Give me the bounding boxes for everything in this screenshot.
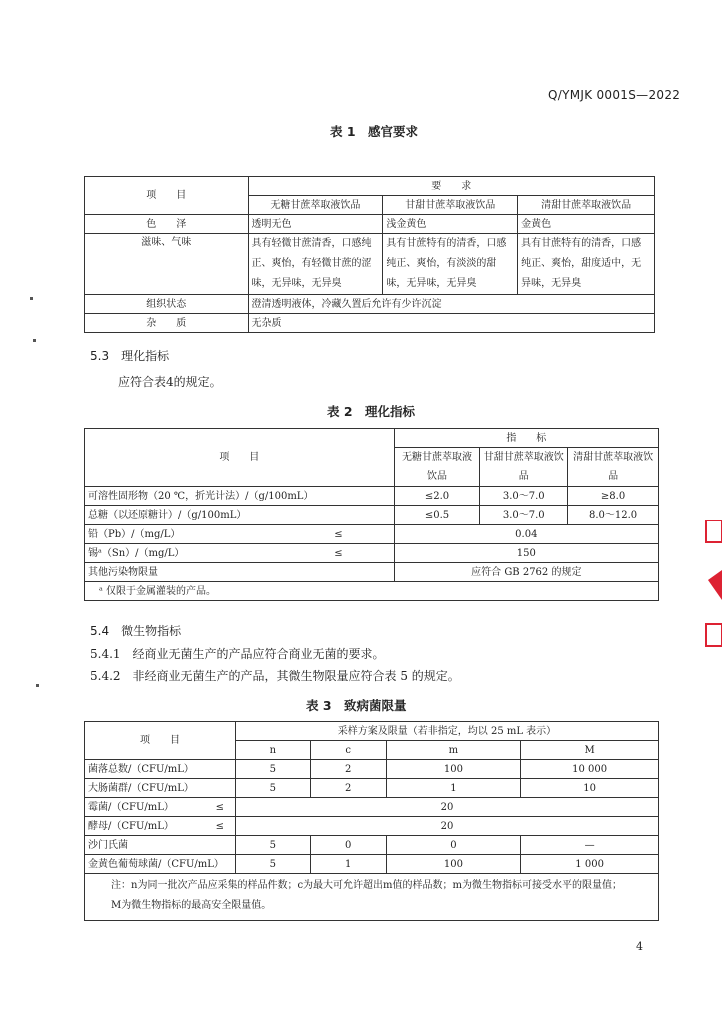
t1-item: 色 泽	[85, 215, 249, 234]
t3-cell: 5	[235, 836, 310, 855]
section-5-4-1: 5.4.1 经商业无菌生产的产品应符合商业无菌的要求。	[90, 647, 385, 661]
section-5-3-text: 应符合表4的规定。	[118, 375, 222, 389]
t2-header-col: 清甜甘蔗萃取液饮品	[568, 448, 659, 487]
t2-cell: ≤2.0	[394, 487, 480, 506]
page-number: 4	[636, 940, 643, 953]
table-row	[85, 582, 659, 601]
t3-cell: 2	[310, 760, 386, 779]
t3-header-item: 项 目	[85, 722, 236, 760]
t2-item: 锡ᵃ（Sn）/（mg/L） ≤	[85, 544, 395, 563]
t2-header-item: 项 目	[85, 429, 395, 487]
t1-header-req: 要 求	[248, 177, 654, 196]
t1-cell: 浅金黄色	[383, 215, 518, 234]
t2-footnote: ᵃ 仅限于金属灌装的产品。	[85, 582, 659, 601]
t1-cell: 澄清透明液体，冷藏久置后允许有少许沉淀	[248, 295, 654, 314]
t3-item: 沙门氏菌	[85, 836, 236, 855]
t3-header-col: n	[235, 741, 310, 760]
t3-cell: 5	[235, 779, 310, 798]
t2-item: 其他污染物限量	[85, 563, 395, 582]
table2-caption: 表 2 理化指标	[327, 404, 416, 419]
t1-cell: 金黄色	[518, 215, 655, 234]
t2-cell: 3.0～7.0	[480, 506, 568, 525]
seal-stamp-fragment	[704, 520, 722, 650]
t3-cell: 1	[310, 855, 386, 874]
t1-cell: 具有轻微甘蔗清香，口感纯正、爽怡，有轻微甘蔗的涩味，无异味，无异臭	[248, 234, 383, 295]
t1-header-item: 项 目	[85, 177, 249, 215]
table3	[84, 721, 659, 921]
table1	[84, 176, 655, 333]
t1-cell: 具有甘蔗特有的清香，口感纯正、爽怡，甜度适中，无异味，无异臭	[518, 234, 655, 295]
scan-mark	[36, 684, 39, 687]
table-row	[85, 779, 659, 798]
t1-header-col: 无糖甘蔗萃取液饮品	[248, 196, 383, 215]
t3-note-line1: 注：n为同一批次产品应采集的样品件数；c为最大可允许超出m值的样品数；m为微生物指标可接受水平的限量值；	[111, 880, 623, 891]
table-row	[85, 817, 659, 836]
t2-cell: 8.0～12.0	[568, 506, 659, 525]
t2-cell: 0.04	[394, 525, 658, 544]
table1-caption: 表 1 感官要求	[330, 124, 419, 139]
t2-cell: 150	[394, 544, 658, 563]
t3-cell: 2	[310, 779, 386, 798]
table-row	[85, 836, 659, 855]
t1-cell: 具有甘蔗特有的清香，口感纯正、爽怡，有淡淡的甜味，无异味，无异臭	[383, 234, 518, 295]
t3-item: 酵母/（CFU/mL） ≤	[85, 817, 236, 836]
t2-cell: 应符合 GB 2762 的规定	[394, 563, 658, 582]
t3-cell: 1 000	[521, 855, 659, 874]
t3-note	[85, 874, 659, 921]
table-row	[85, 563, 659, 582]
t2-item: 铅（Pb）/（mg/L） ≤	[85, 525, 395, 544]
table-row	[85, 234, 655, 295]
t2-header-col: 甘甜甘蔗萃取液饮品	[480, 448, 568, 487]
t1-item: 组织状态	[85, 295, 249, 314]
table-row	[85, 855, 659, 874]
t3-header-plan: 采样方案及限量（若非指定，均以 25 mL 表示）	[235, 722, 658, 741]
section-5-3-title: 5.3 理化指标	[90, 349, 170, 363]
t3-item: 菌落总数/（CFU/mL）	[85, 760, 236, 779]
t3-header-col: m	[386, 741, 521, 760]
table-row	[85, 314, 655, 333]
t3-item: 霉菌/（CFU/mL） ≤	[85, 798, 236, 817]
t3-item: 金黄色葡萄球菌/（CFU/mL）	[85, 855, 236, 874]
t2-item: 总糖（以还原糖计）/（g/100mL）	[85, 506, 395, 525]
section-5-4-2: 5.4.2 非经商业无菌生产的产品，其微生物限量应符合表 5 的规定。	[90, 669, 460, 683]
t1-header-col: 甘甜甘蔗萃取液饮品	[383, 196, 518, 215]
t1-item: 滋味、气味	[85, 234, 249, 295]
t3-item: 大肠菌群/（CFU/mL）	[85, 779, 236, 798]
t2-item: 可溶性固形物（20 ℃，折光计法）/（g/100mL）	[85, 487, 395, 506]
t3-cell: 1	[386, 779, 521, 798]
t3-cell: 20	[235, 798, 658, 817]
standard-number: Q/YMJK 0001S—2022	[548, 88, 681, 102]
table-row	[85, 506, 659, 525]
t3-cell: 0	[310, 836, 386, 855]
t2-header-idx: 指 标	[394, 429, 658, 448]
table-row	[85, 798, 659, 817]
t3-note-line2: M为微生物指标的最高安全限量值。	[111, 900, 272, 911]
table-row	[85, 295, 655, 314]
table-row	[85, 525, 659, 544]
t3-header-col: M	[521, 741, 659, 760]
table2	[84, 428, 659, 601]
table-row	[85, 760, 659, 779]
scan-mark	[30, 297, 33, 300]
table-row	[85, 215, 655, 234]
t3-cell: —	[521, 836, 659, 855]
t1-cell: 无杂质	[248, 314, 654, 333]
table-row	[85, 874, 659, 921]
t2-cell: ≤0.5	[394, 506, 480, 525]
t3-cell: 100	[386, 855, 521, 874]
t1-cell: 透明无色	[248, 215, 383, 234]
t3-cell: 10	[521, 779, 659, 798]
t2-cell: ≥8.0	[568, 487, 659, 506]
section-5-4-title: 5.4 微生物指标	[90, 624, 182, 638]
table3-caption: 表 3 致病菌限量	[306, 698, 407, 713]
t2-header-col: 无糖甘蔗萃取液饮品	[394, 448, 480, 487]
t3-header-col: c	[310, 741, 386, 760]
t1-header-col: 清甜甘蔗萃取液饮品	[518, 196, 655, 215]
table-row	[85, 544, 659, 563]
t2-cell: 3.0～7.0	[480, 487, 568, 506]
t3-cell: 5	[235, 760, 310, 779]
table-row	[85, 487, 659, 506]
t1-item: 杂 质	[85, 314, 249, 333]
t3-cell: 100	[386, 760, 521, 779]
scan-mark	[33, 339, 36, 342]
t3-cell: 5	[235, 855, 310, 874]
t3-cell: 0	[386, 836, 521, 855]
t3-cell: 10 000	[521, 760, 659, 779]
t3-cell: 20	[235, 817, 658, 836]
